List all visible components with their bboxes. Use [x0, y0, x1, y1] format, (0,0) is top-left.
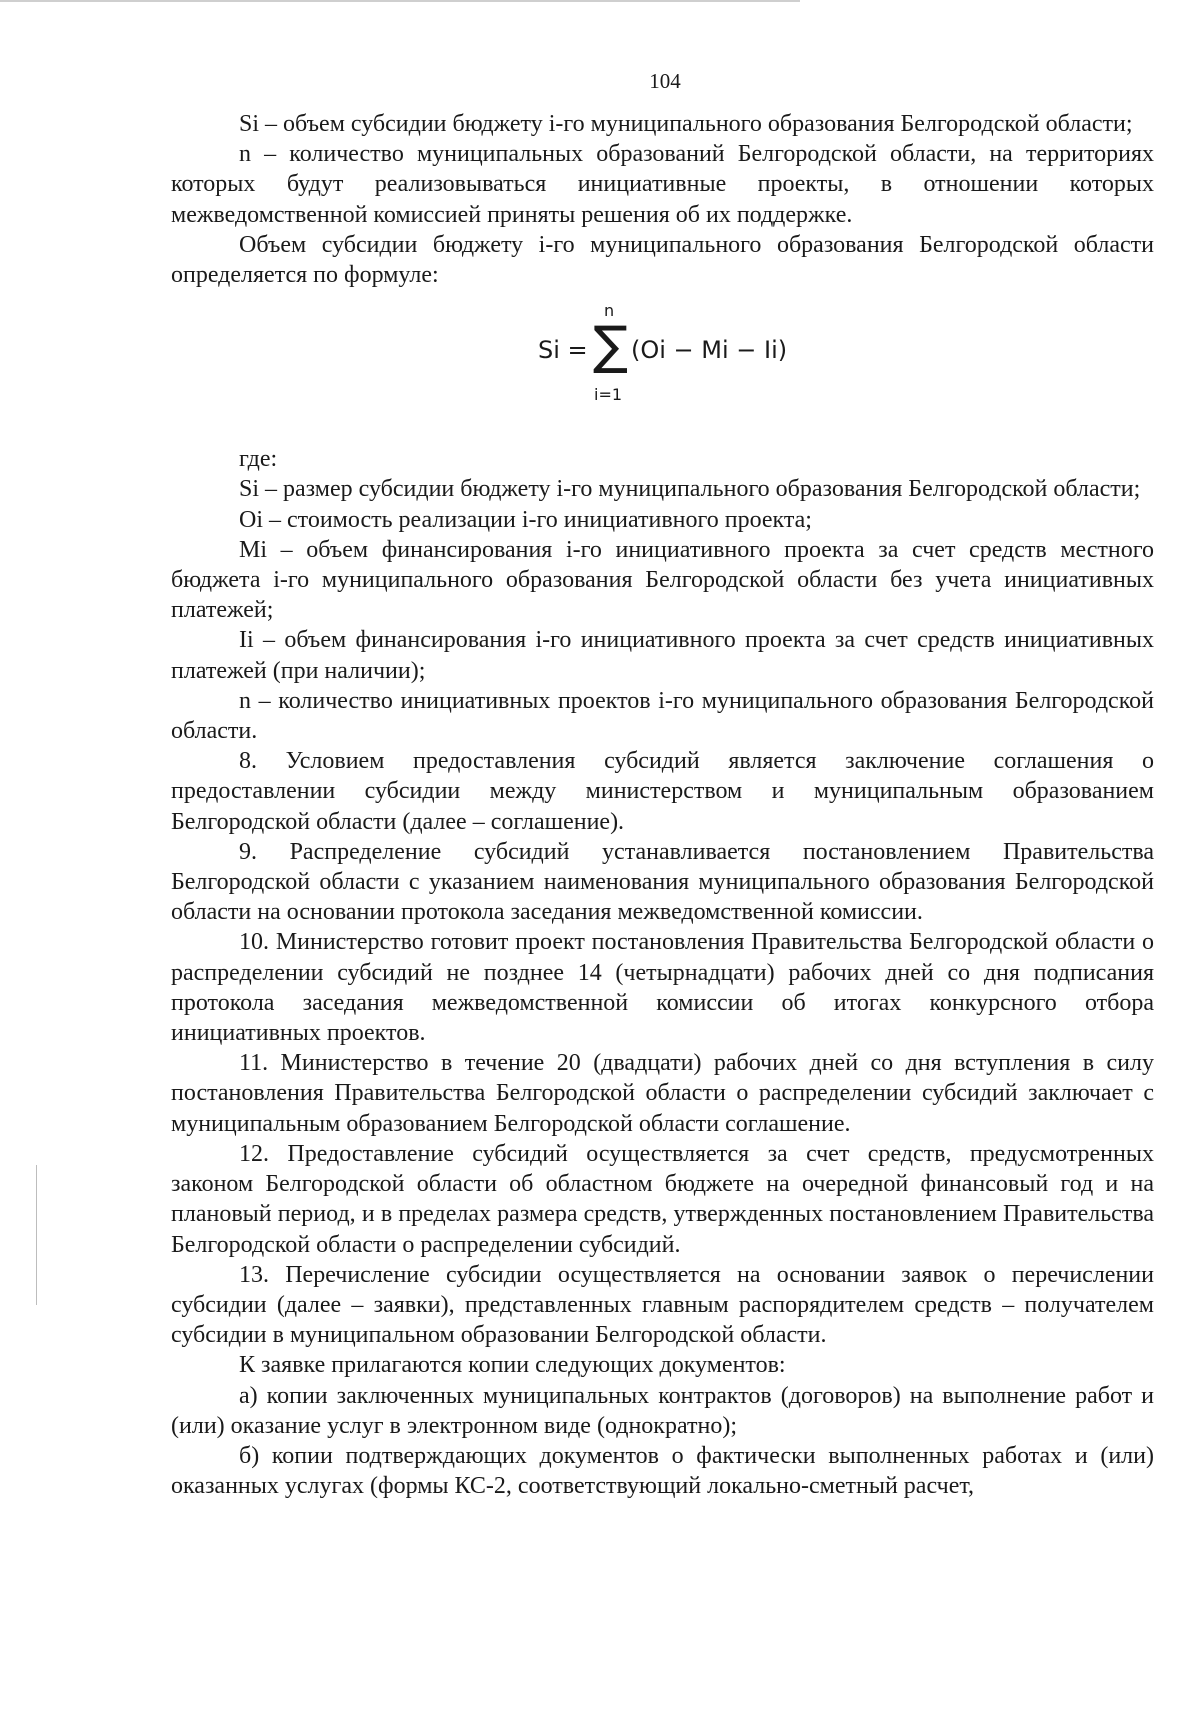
paragraphs-bottom — [171, 444, 1154, 1501]
paragraph: б) копии подтверждающих документов о фактически выполненных работах и (или) оказанных услугах (формы КС-2, соответствующий локально-сметный расчет, — [171, 1442, 1154, 1500]
paragraph: 11. Министерство в течение 20 (двадцати) рабочих дней со дня вступления в силу постановления Правительства Белгородской области о распределении субсидий заключает с муниципальным образованием Белгородской области соглашение. — [171, 1050, 1154, 1137]
formula-upper-limit: n — [604, 301, 615, 321]
paragraph: Объем субсидии бюджету i-го муниципального образования Белгородской области определяется по формуле: — [171, 231, 1154, 289]
paragraph: Ii – объем финансирования i-го инициативного проекта за счет средств инициативных платежей (при наличии); — [171, 627, 1154, 684]
paragraph: Mi – объем финансирования i-го инициативного проекта за счет средств местного бюджета i-го муниципального образования Белгородской области без учета инициативных платежей; — [171, 536, 1154, 624]
paragraph: n – количество инициативных проектов i-го муниципального образования Белгородской области. — [171, 687, 1154, 745]
page-number: 104 — [649, 69, 681, 93]
paragraph: Si – размер субсидии бюджету i-го муниципального образования Белгородской области; — [239, 476, 1141, 503]
paragraph: n – количество муниципальных образований Белгородской области, на территориях которых будут реализовываться инициативные проекты, в отношении которых межведомственной комиссией приняты решения об их поддержке. — [171, 141, 1154, 228]
paragraph: 9. Распределение субсидий устанавливается постановлением Правительства Белгородской области с указанием наименования муниципального образования Белгородской области на основании протокола заседания межведомственной комиссии. — [171, 838, 1154, 926]
formula-lower-limit: i=1 — [594, 385, 623, 405]
paragraph: Si – объем субсидии бюджету i-го муниципального образования Белгородской области; — [239, 111, 1133, 137]
paragraph: где: — [239, 446, 278, 473]
formula — [171, 298, 1154, 444]
scan-edge-top — [0, 0, 800, 2]
paragraph: 13. Перечисление субсидии осуществляется на основании заявок о перечислении субсидии (далее – заявки), представленных главным распорядителем средств – получателем субсидии в муниципальном образовании Белгородской области. — [171, 1261, 1154, 1349]
scan-edge-left — [36, 1165, 37, 1305]
sum-symbol: ∑ — [593, 316, 629, 377]
paragraph: Oi – стоимость реализации i-го инициативного проекта; — [239, 506, 812, 533]
formula-lhs: Si = — [538, 336, 588, 365]
paragraph: а) копии заключенных муниципальных контрактов (договоров) на выполнение работ и (или) оказание услуг в электронном виде (однократно); — [171, 1382, 1154, 1439]
paragraph: К заявке прилагаются копии следующих документов: — [239, 1352, 786, 1379]
paragraph: 8. Условием предоставления субсидий является заключение соглашения о предоставлении субсидии между министерством и муниципальным образованием Белгородской области (далее – соглашение). — [171, 748, 1154, 835]
document-body — [171, 109, 1154, 1501]
paragraph: 10. Министерство готовит проект постановления Правительства Белгородской области о распределении субсидий не позднее 14 (четырнадцати) рабочих дней со дня подписания протокола заседания межведомственной комиссии об итогах конкурсного отбора инициативных проектов. — [171, 929, 1154, 1047]
formula-rhs: (Oi − Mi − Ii) — [631, 336, 788, 365]
paragraph: 12. Предоставление субсидий осуществляется за счет средств, предусмотренных законом Белгородской области об областном бюджете на очередной финансовый год и на плановый период, и в пределах размера средств, утвержденных постановлением Правительства Белгородской области о распределении субсидий. — [171, 1140, 1154, 1258]
paragraphs-top — [171, 109, 1154, 290]
